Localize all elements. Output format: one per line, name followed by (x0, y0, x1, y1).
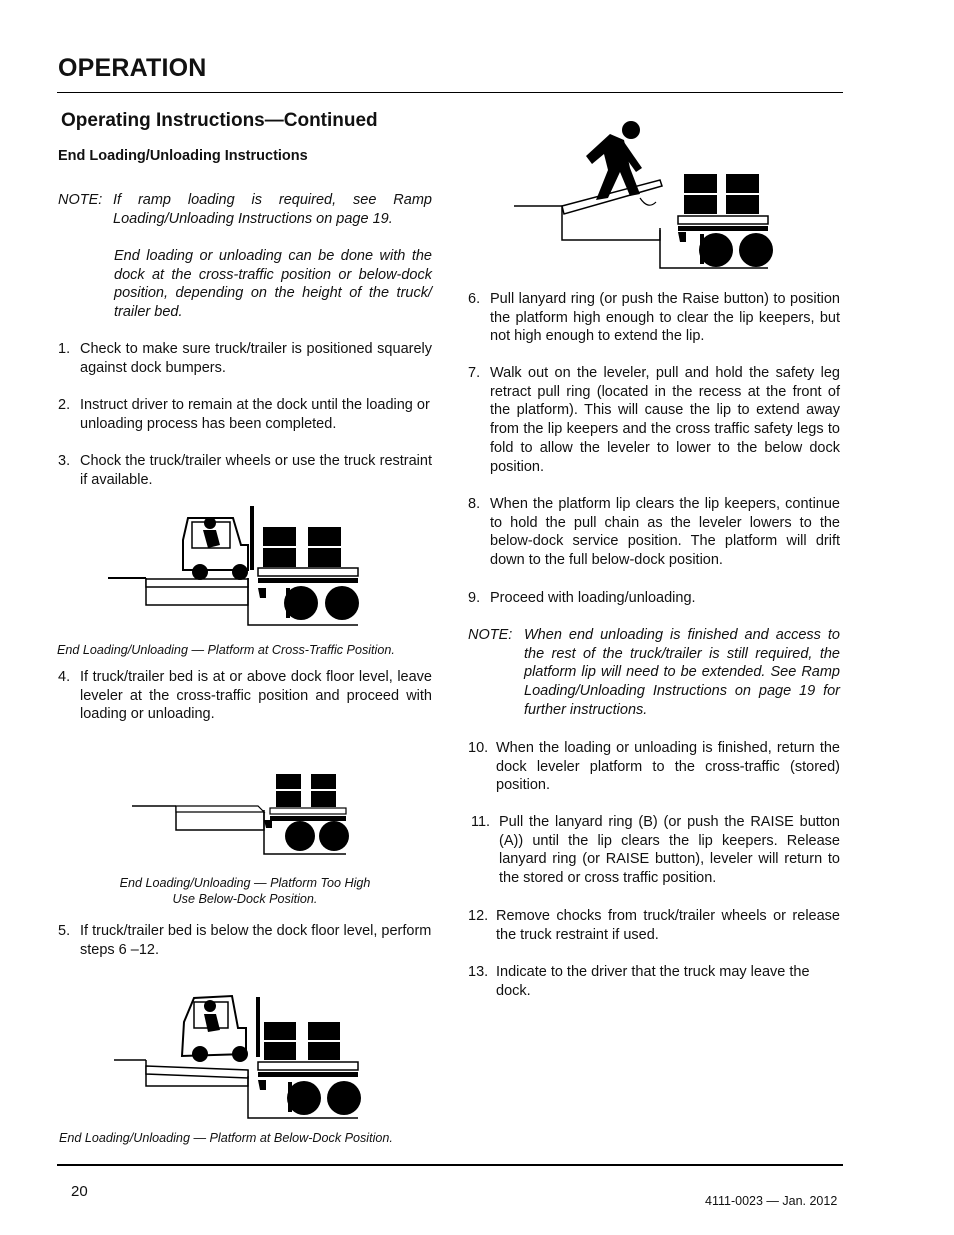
step-text: Walk out on the leveler, pull and hold the safety leg retract pull ring (located in the recess at the front of the platform). This will cause the lip to extend away from the lip keepers and the cross traffic safety legs to fold to allow the leveler to lower to the below dock position. (490, 365, 840, 475)
step-text: Proceed with loading/unloading. (490, 590, 696, 606)
note-end-unloading (468, 626, 840, 720)
page-number: 20 (71, 1183, 88, 1200)
note-label: NOTE: (468, 627, 513, 643)
figure-cross-traffic (108, 500, 358, 625)
caption-cross-traffic: End Loading/Unloading — Platform at Cross-Traffic Position. (57, 643, 395, 657)
caption-too-high-line1: End Loading/Unloading — Platform Too High (119, 876, 371, 890)
step-12 (468, 907, 840, 944)
note-text: If ramp loading is required, see Ramp Loading/Unloading Instructions on page 19. (113, 192, 432, 227)
step-text: Chock the truck/trailer wheels or use the truck restraint if available. (80, 453, 432, 488)
step-11 (471, 813, 840, 888)
step-text: Pull lanyard ring (or push the Raise button) to position the platform high enough to clear the lip keepers, but not high enough to extend the lip. (490, 291, 840, 345)
note-intro (58, 191, 432, 228)
step-number: 8. (468, 496, 481, 512)
step-1 (58, 340, 432, 377)
caption-below-dock: End Loading/Unloading — Platform at Below-Dock Position. (59, 1131, 393, 1145)
step-4 (58, 668, 432, 724)
figure-too-high (130, 770, 346, 856)
step-number: 12. (468, 908, 489, 924)
step-10 (468, 739, 840, 795)
step-number: 9. (468, 590, 481, 606)
step-number: 11. (471, 814, 491, 830)
figure-below-dock (112, 992, 358, 1120)
step-number: 4. (58, 669, 71, 685)
figure-walk-on-leveler (512, 120, 768, 272)
step-6 (468, 290, 840, 346)
note-label: NOTE: (58, 192, 103, 208)
step-9 (468, 589, 840, 608)
note-text-2: End loading or unloading can be done with the dock at the cross-traffic position or below-dock position, depending on the height of the truck/ trailer bed. (114, 248, 432, 321)
footer-divider (57, 1164, 843, 1166)
step-text: Remove chocks from truck/trailer wheels or release the truck restraint if used. (496, 908, 840, 943)
step-text: If truck/trailer bed is below the dock floor level, perform steps 6 –12. (80, 923, 432, 958)
step-text: If truck/trailer bed is at or above dock floor level, leave leveler at the cross-traffic position and proceed with loading or unloading. (80, 669, 432, 723)
step-text: Indicate to the driver that the truck may leave the dock. (496, 964, 810, 999)
step-text: Check to make sure truck/trailer is positioned squarely against dock bumpers. (80, 341, 432, 376)
header-divider (57, 92, 843, 93)
step-text: When the loading or unloading is finished, return the dock leveler platform to the cross-traffic (stored) position. (496, 740, 840, 794)
section-heading: Operating Instructions—Continued (61, 110, 378, 131)
step-number: 6. (468, 291, 481, 307)
step-13 (468, 963, 840, 1000)
step-number: 2. (58, 397, 71, 413)
step-number: 3. (58, 453, 71, 469)
note-text: When end unloading is finished and access to the rest of the truck/trailer is still required, the platform lip will need to be extended. See Ramp Loading/Unloading Instructions on page 19 for further instructions. (524, 627, 840, 718)
step-text: Instruct driver to remain at the dock until the loading or unloading process has been completed. (80, 397, 430, 432)
step-2 (58, 396, 432, 433)
page-title: OPERATION (58, 54, 207, 82)
caption-too-high-line2: Use Below-Dock Position. (172, 892, 318, 906)
step-number: 13. (468, 964, 489, 980)
step-7 (468, 364, 840, 476)
step-text: When the platform lip clears the lip keepers, continue to hold the pull chain as the leveler lowers to the below-dock service position. The platform will drift down to the full below-dock position. (490, 496, 840, 569)
document-code: 4111-0023 — Jan. 2012 (705, 1194, 838, 1208)
step-number: 1. (58, 341, 71, 357)
step-8 (468, 495, 840, 570)
step-5 (58, 922, 432, 959)
step-number: 10. (468, 740, 489, 756)
step-text: Pull the lanyard ring (B) (or push the RAISE button (A)) until the lip clears the lip keepers. Release lanyard ring (or RAISE button), leveler will return to the stored or cross traffic position. (499, 814, 840, 887)
step-number: 5. (58, 923, 71, 939)
step-3 (58, 452, 432, 489)
step-number: 7. (468, 365, 481, 381)
sub-heading: End Loading/Unloading Instructions (58, 148, 308, 164)
